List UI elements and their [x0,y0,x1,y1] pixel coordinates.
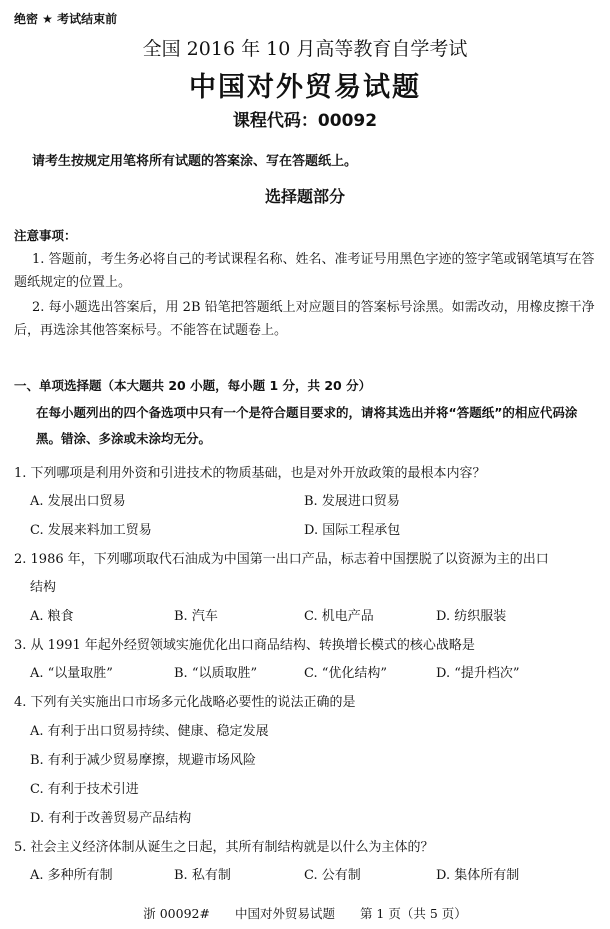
question-1-stem: 1. 下列哪项是利用外资和引进技术的物质基础，也是对外开放政策的最根本内容？ [14,466,486,481]
question-5-option-a: A. 多种所有制 [30,868,113,883]
question-2-stem: 2. 1986 年，下列哪项取代石油成为中国第一出口产品，标志着中国摆脱了以资源为主的出口 [14,552,549,567]
answer-instruction: 请考生按规定用笔将所有试题的答案涂、写在答题纸上。 [32,154,358,169]
secret-label: 绝密 ★ 考试结束前 [14,12,118,26]
question-2-option-d: D. 纺织服装 [436,609,507,624]
question-5-stem: 5. 社会主义经济体制从诞生之日起，其所有制结构就是以什么为主体的？ [14,840,434,855]
question-4-option-c: C. 有利于技术引进 [30,782,139,797]
question-3-option-c: C. “优化结构” [304,666,388,681]
question-3-option-b: B. “以质取胜” [174,666,258,681]
question-4-option-a: A. 有利于出口贸易持续、健康、稳定发展 [30,724,269,739]
note-item-2: 2. 每小题选出答案后，用 2B 铅笔把答题纸上对应题目的答案标号涂黑。如需改动，用橡皮擦干净后，再选涂其他答案标号。不能答在试题卷上。 [14,300,595,338]
part-heading: 一、单项选择题（本大题共 20 小题，每小题 1 分，共 20 分） [14,378,372,393]
question-3-option-a: A. “以量取胜” [30,666,113,681]
question-3-stem: 3. 从 1991 年起外经贸领域实施优化出口商品结构、转换增长模式的核心战略是 [14,638,475,653]
page-footer: 浙 00092# 中国对外贸易试题 第 1 页（共 5 页） [143,906,467,921]
course-code: 课程代码：00092 [232,111,378,131]
question-1-option-d: D. 国际工程承包 [304,523,401,538]
notes-heading: 注意事项： [14,228,77,243]
page-title: 中国对外贸易试题 [189,72,421,103]
note-item-1: 1. 答题前，考生务必将自己的考试课程名称、姓名、准考证号用黑色字迹的签字笔或钢笔填写在答题纸规定的位置上。 [14,252,595,290]
question-4-option-d: D. 有利于改善贸易产品结构 [30,811,192,826]
question-5-option-b: B. 私有制 [174,868,231,883]
question-4-option-b: B. 有利于减少贸易摩擦，规避市场风险 [30,753,256,768]
question-2-option-b: B. 汽车 [174,609,218,624]
question-1-option-c: C. 发展来料加工贸易 [30,523,152,538]
question-2-option-c: C. 机电产品 [304,609,374,624]
question-1-option-a: A. 发展出口贸易 [30,494,126,509]
question-3-option-d: D. “提升档次” [436,666,520,681]
section-title: 选择题部分 [264,187,345,206]
part-description: 在每小题列出的四个备选项中只有一个是符合题目要求的，请将其选出并将“答题纸”的相应代码涂黑。错涂、多涂或未涂均无分。 [36,405,578,446]
question-5-option-d: D. 集体所有制 [436,868,520,883]
question-2-stem-cont: 结构 [30,580,57,595]
exam-line: 全国 2016 年 10 月高等教育自学考试 [142,38,468,60]
question-1-option-b: B. 发展进口贸易 [304,494,400,509]
question-5-option-c: C. 公有制 [304,868,361,883]
question-4-stem: 4. 下列有关实施出口市场多元化战略必要性的说法正确的是 [14,695,356,710]
question-2-option-a: A. 粮食 [30,609,74,624]
